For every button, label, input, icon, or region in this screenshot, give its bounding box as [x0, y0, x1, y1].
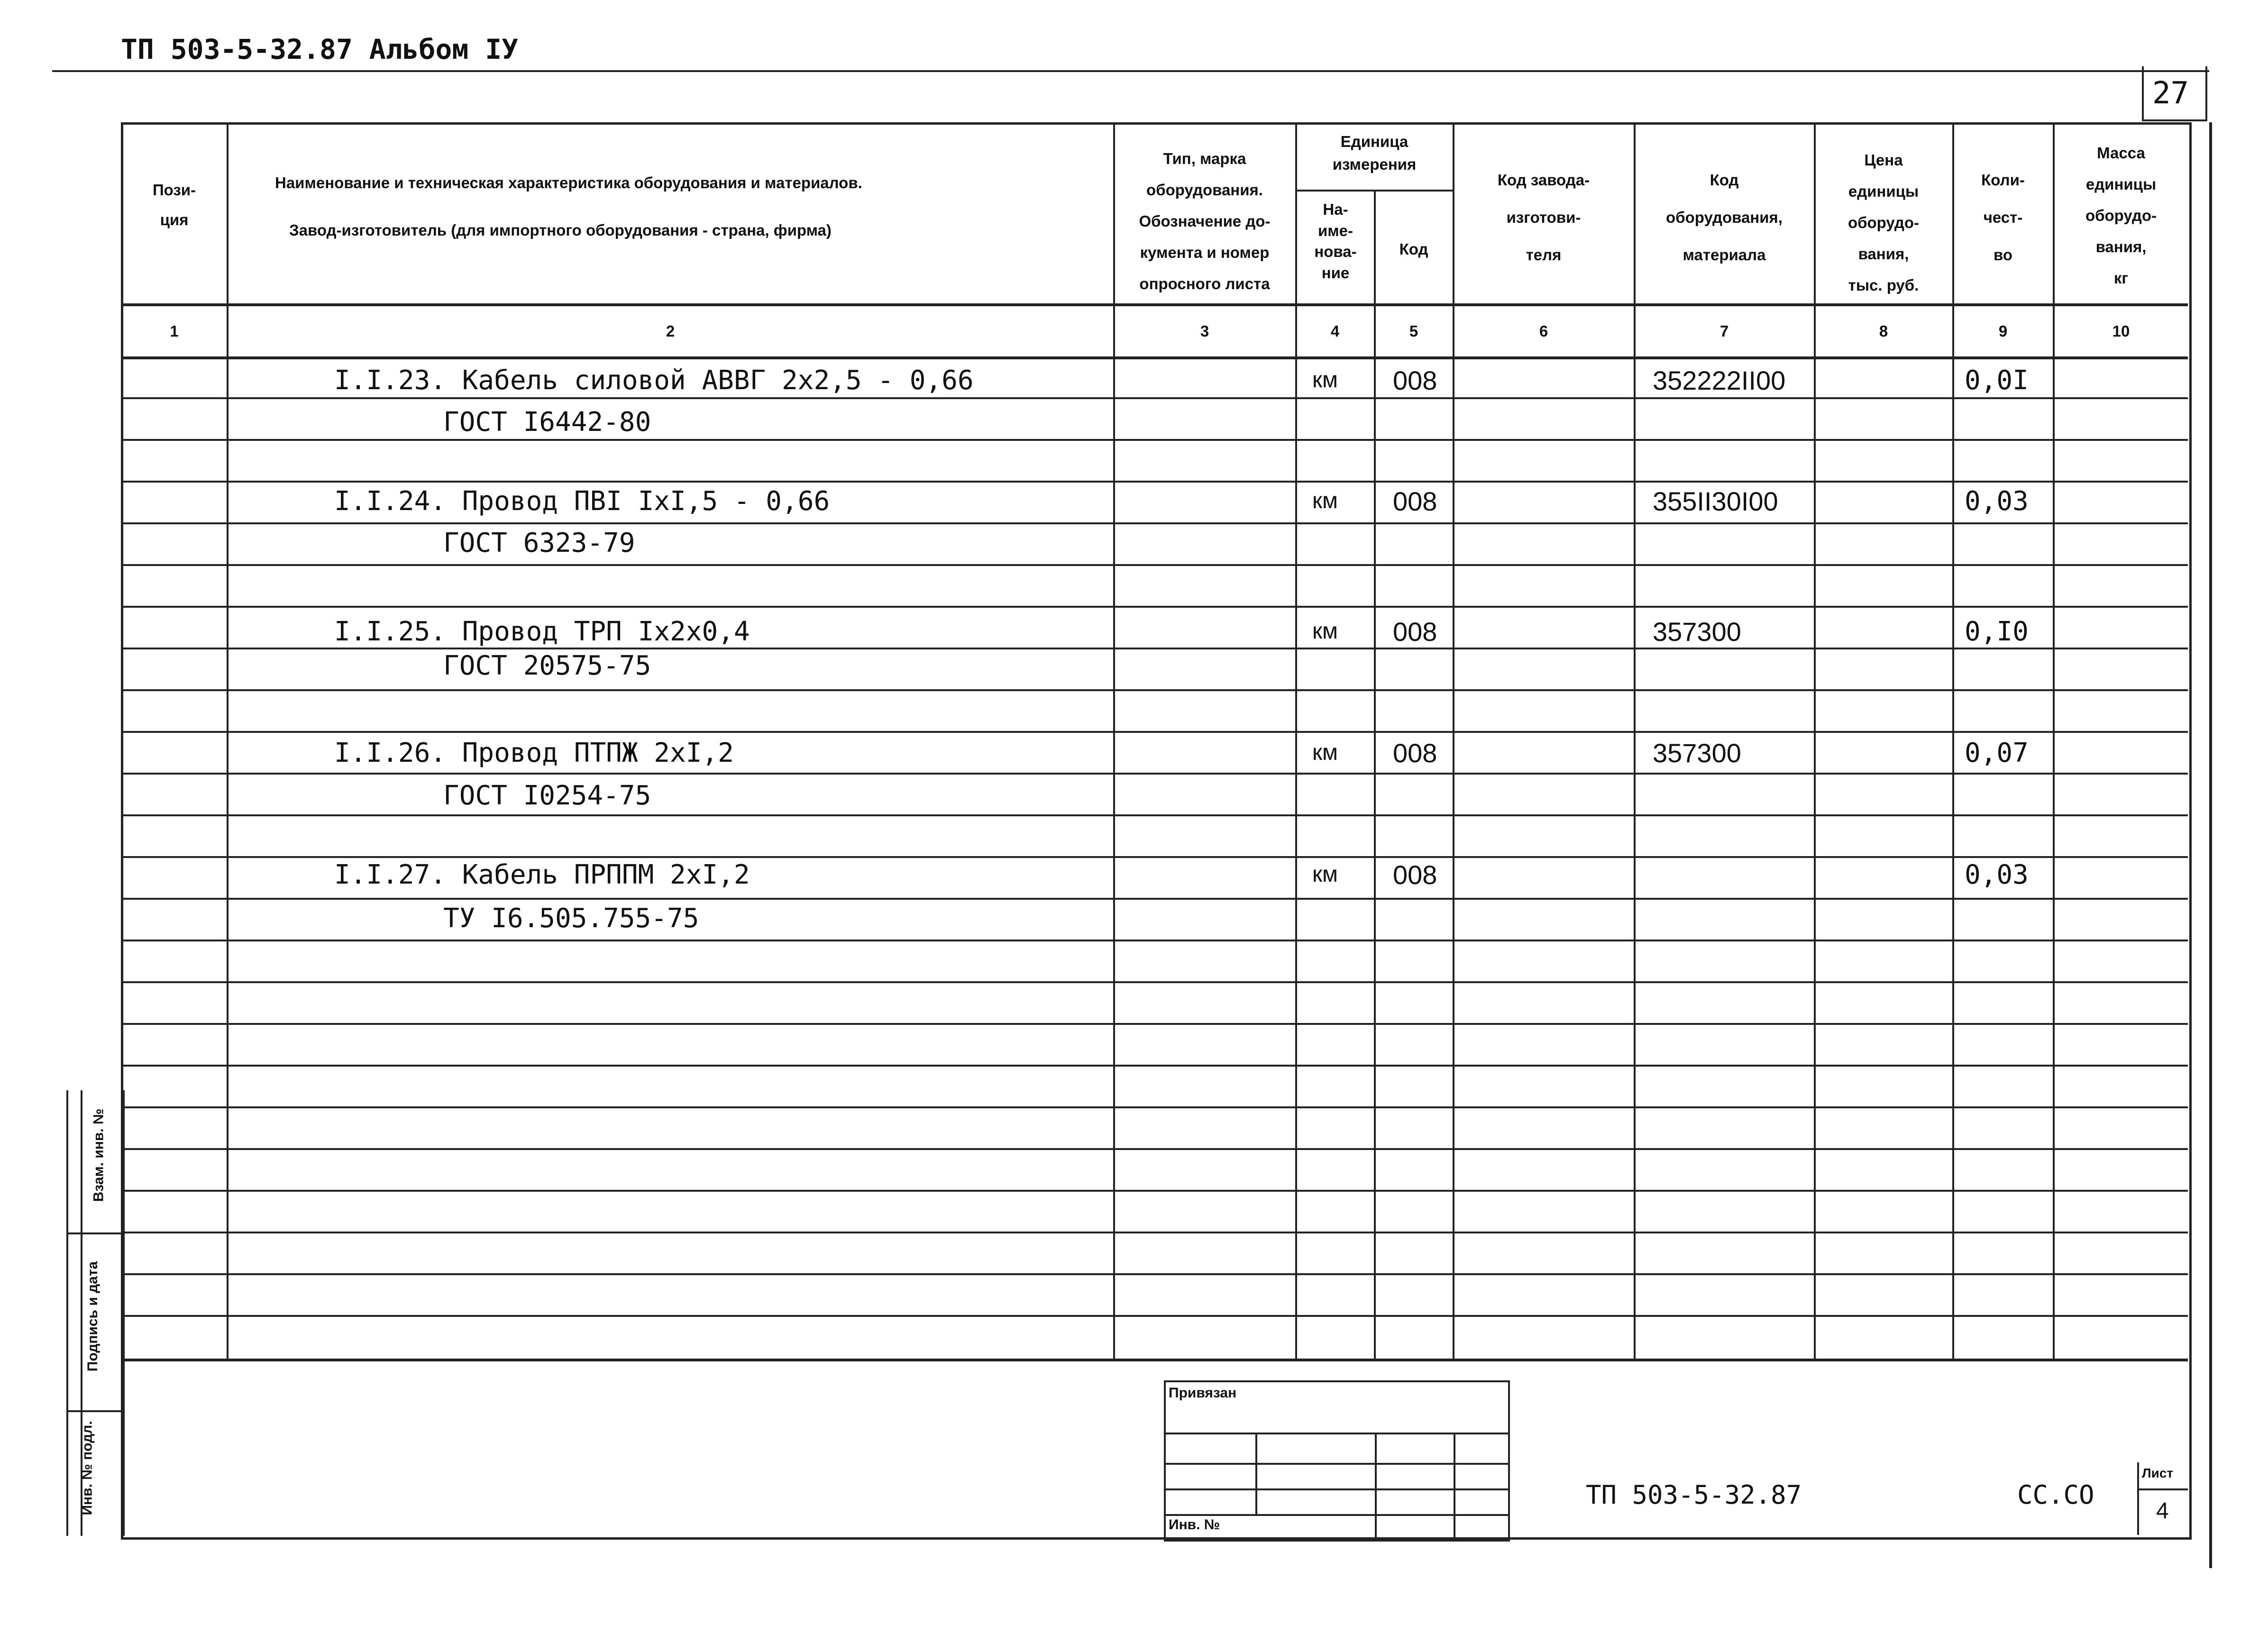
- col-header-position: Пози- ция: [152, 181, 196, 228]
- col-header-material-code: Код оборудования, материала: [1666, 171, 1783, 264]
- col-number: 4: [1330, 322, 1340, 340]
- unit-header-split: [1295, 190, 1453, 192]
- side-stamp-line: [66, 1410, 121, 1412]
- privyazan-line: [1164, 1463, 1508, 1465]
- side-stamp-vzam: Взам. инв. №: [91, 1108, 107, 1202]
- col-divider-1: [227, 122, 229, 1359]
- side-stamp-podpis: Подпись и дата: [85, 1261, 101, 1372]
- table-bottom-line: [121, 1359, 2188, 1361]
- item-standard: ТУ I6.505.755-75: [443, 903, 699, 934]
- item-name: I.I.27. Кабель ПРППМ 2хI,2: [334, 859, 750, 890]
- col-number: 7: [1719, 322, 1729, 340]
- item-quantity: 0,I0: [1965, 616, 2029, 647]
- item-name: I.I.23. Кабель силовой АВВГ 2х2,5 - 0,66: [334, 365, 974, 396]
- col-number: 1: [170, 322, 179, 340]
- row-line: [121, 898, 2188, 900]
- row-line: [121, 1232, 2188, 1233]
- item-unit-code: 008: [1393, 365, 1437, 395]
- col-header-unit: Единица измерения: [1332, 133, 1417, 173]
- sheet-label: Лист: [2142, 1466, 2174, 1480]
- row-line: [121, 439, 2188, 441]
- privyazan-col: [1255, 1433, 1257, 1514]
- col-header-manufacturer: Завод-изготовитель (для импортного оборудования - страна, фирма): [289, 221, 832, 239]
- item-quantity: 0,07: [1965, 738, 2029, 768]
- item-material-code: 357300: [1653, 738, 1741, 768]
- side-stamp-line: [66, 1232, 121, 1234]
- item-name: I.I.25. Провод ТРП Iх2х0,4: [334, 616, 750, 647]
- col-divider-9: [2053, 122, 2055, 1359]
- privyazan-col: [1454, 1433, 1455, 1538]
- row-line: [121, 1273, 2188, 1275]
- col-number: 10: [2112, 322, 2130, 340]
- row-line: [121, 564, 2188, 566]
- col-divider-3: [1295, 122, 1297, 1359]
- item-standard: ГОСТ 20575-75: [443, 650, 651, 681]
- row-line: [121, 940, 2188, 941]
- item-unit-code: 008: [1393, 738, 1437, 768]
- col-number: 8: [1879, 322, 1888, 340]
- col-divider-6: [1634, 122, 1636, 1359]
- row-line: [121, 481, 2188, 483]
- item-unit-code: 008: [1393, 860, 1437, 890]
- row-line: [121, 397, 2188, 399]
- item-quantity: 0,03: [1965, 486, 2029, 517]
- item-standard: ГОСТ 6323-79: [443, 528, 635, 558]
- col-divider-5: [1453, 122, 1454, 1359]
- item-unit: км: [1312, 862, 1338, 887]
- row-line: [121, 1065, 2188, 1067]
- item-unit-code: 008: [1393, 486, 1437, 516]
- row-line: [121, 981, 2188, 983]
- item-name: I.I.26. Провод ПТПЖ 2хI,2: [334, 738, 734, 768]
- side-stamp-podl: Инв. № подл.: [79, 1421, 95, 1515]
- privyazan-col: [1375, 1433, 1377, 1538]
- item-unit: км: [1312, 488, 1338, 513]
- item-standard: ГОСТ I0254-75: [443, 780, 651, 811]
- row-line: [121, 1315, 2188, 1317]
- top-rule: [52, 70, 2209, 72]
- row-line: [121, 731, 2188, 733]
- privyazan-line: [1164, 1488, 1508, 1490]
- privyazan-line: [1164, 1433, 1508, 1434]
- col-divider-8: [1952, 122, 1954, 1359]
- item-quantity: 0,03: [1965, 859, 2029, 890]
- item-unit-code: 008: [1393, 617, 1437, 647]
- col-divider-2: [1113, 122, 1115, 1359]
- inv-no-label: Инв. №: [1169, 1517, 1220, 1533]
- col-header-unit-code: Код: [1399, 240, 1428, 258]
- col-header-quantity: Коли- чест- во: [1981, 171, 2025, 264]
- row-line: [121, 773, 2188, 775]
- row-line: [121, 606, 2188, 608]
- item-quantity: 0,0I: [1965, 365, 2029, 396]
- row-line: [121, 522, 2188, 524]
- row-line: [121, 1023, 2188, 1025]
- number-row-separator: [121, 356, 2188, 359]
- item-material-code: 352222II00: [1653, 365, 1786, 395]
- col-number: 5: [1409, 322, 1418, 340]
- page-number: 27: [2152, 76, 2189, 111]
- privyazan-label: Привязан: [1169, 1385, 1237, 1401]
- col-header-mass: Масса единицы оборудо- вания, кг: [2085, 144, 2157, 287]
- item-unit: км: [1312, 740, 1338, 765]
- row-line: [121, 814, 2188, 816]
- row-line: [121, 648, 2188, 649]
- item-material-code: 357300: [1653, 617, 1741, 647]
- right-margin-line: [2209, 122, 2212, 1568]
- privyazan-line: [1164, 1514, 1508, 1516]
- col-header-type: Тип, марка оборудования. Обозначение до- кумента и номер опросного листа: [1139, 150, 1271, 292]
- col-number: 3: [1200, 322, 1209, 340]
- title-doc-code: ТП 503-5-32.87: [1586, 1480, 1802, 1510]
- sheet-number: 4: [2156, 1498, 2169, 1524]
- row-line: [121, 1148, 2188, 1150]
- item-material-code: 355II30I00: [1653, 486, 1778, 516]
- document-reference: ТП 503-5-32.87 Альбом IУ: [121, 33, 519, 65]
- col-number: 2: [666, 322, 675, 340]
- row-line: [121, 1106, 2188, 1108]
- row-line: [121, 689, 2188, 691]
- col-divider-7: [1814, 122, 1816, 1359]
- item-unit: км: [1312, 367, 1338, 392]
- row-line: [121, 1190, 2188, 1192]
- item-name: I.I.24. Провод ПВI IхI,5 - 0,66: [334, 486, 830, 517]
- title-sheet-code: СС.СО: [2017, 1480, 2094, 1510]
- item-unit: км: [1312, 619, 1338, 644]
- row-line: [121, 856, 2188, 858]
- col-header-price: Цена единицы оборудо- вания, тыс. руб.: [1847, 151, 1920, 294]
- col-number: 6: [1539, 322, 1548, 340]
- col-number: 9: [1998, 322, 2008, 340]
- sheet-box-line: [2137, 1488, 2188, 1490]
- col-header-factory-code: Код завода- изготови- теля: [1497, 171, 1590, 264]
- col-header-name: Наименование и техническая характеристика оборудования и материалов.: [275, 174, 862, 192]
- col-header-unit-name: На- име- нова- ние: [1314, 201, 1357, 282]
- header-separator: [121, 303, 2188, 306]
- item-standard: ГОСТ I6442-80: [443, 407, 651, 438]
